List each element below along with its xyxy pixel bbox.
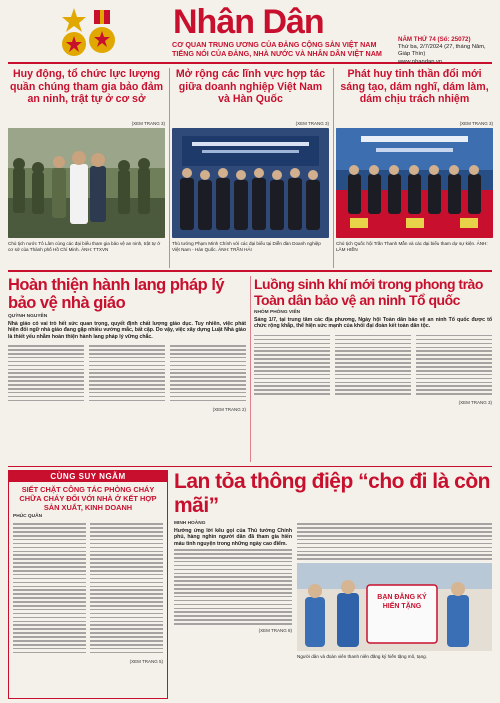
issue-number: NĂM THỨ 74 (Số: 25072) xyxy=(398,36,471,43)
article-body xyxy=(297,523,492,560)
article-blood-donation[interactable] xyxy=(174,470,492,699)
column-divider xyxy=(169,68,170,268)
article-lead: Nhà giáo có vai trò hết sức quan trọng, quyết định chất lượng giáo dục. Tuy nhiên, việc phát hiện đối ngữ nhà giáo đang gặp nhiều vướng mắc, bất cập. Do vậy, việc xây dựng Luật Nhà giáo là thiết yếu nhằm hoàn thiện hành lang pháp lý vững chắc. xyxy=(8,321,246,340)
top-story-1[interactable] xyxy=(8,68,165,268)
article-title[interactable]: SIẾT CHẶT CÔNG TÁC PHÒNG CHÁY CHỮA CHÁY ĐỐI VỚI NHÀ Ở KẾT HỢP SẢN XUẤT, KINH DOANH xyxy=(19,485,157,512)
section-divider xyxy=(8,466,492,467)
website-link[interactable]: www.nhandan.vn xyxy=(398,58,443,65)
section-divider xyxy=(8,270,492,272)
section-kicker: CÙNG SUY NGẪM xyxy=(9,471,167,482)
byline: MINH HOÀNG xyxy=(174,521,206,526)
article-title[interactable]: Lan tỏa thông điệp “cho đi là còn mãi” xyxy=(174,470,490,517)
see-page: (XEM TRANG 3) xyxy=(458,400,492,406)
photo-caption: Chủ tịch nước Tô Lâm cùng các đại biểu tham gia bảo vệ an ninh, trật tự ở cơ sở của Thành phố Hồ Chí Minh. ẢNH: TTXVN xyxy=(8,241,161,252)
article-body xyxy=(13,521,163,656)
issue-date: Thứ ba, 2/7/2024 (27, tháng Năm, Giáp Thìn) xyxy=(398,43,486,57)
see-page: (XEM TRANG 2) xyxy=(212,406,246,412)
tagline-2: TIẾNG NÓI CỦA ĐẢNG, NHÀ NƯỚC VÀ NHÂN DÂN VIỆT NAM xyxy=(172,49,382,58)
article-lead: Sáng 1/7, tại trung tâm các địa phương, Ngày hội Toàn dân bảo vệ an ninh Tổ quốc được tổ chức rộng khắp, thể hiện sức mạnh của khối đại đoàn kết toàn dân tộc. xyxy=(254,317,492,330)
column-divider xyxy=(333,68,334,268)
see-page: (XEM TRANG 3) xyxy=(131,121,165,126)
photo-caption: Chủ tịch Quốc hội Trần Thanh Mẫn và các đại biểu tham dự sự kiện. ẢNH: LÂM HIỀN xyxy=(336,241,488,252)
top-story-3[interactable] xyxy=(336,68,493,268)
article-fire-safety[interactable] xyxy=(8,470,168,699)
article-photo xyxy=(297,563,492,651)
top-story-title[interactable]: Phát huy tinh thần đổi mới sáng tạo, dám nghĩ, dám làm, dám chịu trách nhiệm xyxy=(340,68,489,105)
tagline-1: CƠ QUAN TRUNG ƯƠNG CỦA ĐẢNG CỘNG SẢN VIỆT NAM xyxy=(172,40,377,49)
logo: Nhân Dân xyxy=(173,3,324,41)
top-story-title[interactable]: Huy động, tổ chức lực lượng quần chúng tham gia bảo đảm an ninh, trật tự ở cơ sở xyxy=(9,68,164,105)
article-lead: Hưởng ứng lời kêu gọi của Thủ tướng Chính phủ, hàng nghìn người dân đã tham gia hiến máu tình nguyện trong những ngày cao điểm. xyxy=(174,528,292,547)
top-stories xyxy=(8,68,492,268)
emblem-icon xyxy=(60,6,120,60)
photo-sign-text: BẠN ĐĂNG KÝ HIẾN TẶNG xyxy=(377,593,427,610)
photo-caption: Người dân và đoàn viên thanh niên đăng ký hiến tặng mô, tạng. xyxy=(297,653,427,659)
top-story-photo xyxy=(8,128,165,238)
top-story-2[interactable] xyxy=(172,68,329,268)
see-page: (XEM TRANG 3) xyxy=(459,121,493,126)
article-body xyxy=(174,549,292,625)
byline: QUỲNH NGUYÊN xyxy=(8,314,48,319)
see-page: (XEM TRANG 8) xyxy=(258,627,292,633)
photo-caption: Thủ tướng Phạm Minh Chính với các đại biểu tại Diễn đàn Doanh nghiệp Việt Nam - Hàn Quốc. ẢNH: TRẦN HẢI xyxy=(172,241,321,252)
see-page: (XEM TRANG 5) xyxy=(129,658,163,664)
masthead xyxy=(8,4,492,64)
article-body xyxy=(8,343,246,404)
issue-info xyxy=(398,36,490,66)
byline: NHÓM PHÓNG VIÊN xyxy=(254,310,301,315)
see-page: (XEM TRANG 3) xyxy=(295,121,329,126)
column-divider xyxy=(250,276,251,462)
article-legal-teachers[interactable] xyxy=(8,276,246,464)
article-body xyxy=(254,333,492,398)
article-title[interactable]: Luồng sinh khí mới trong phong trào Toàn dân bảo vệ an ninh Tổ quốc xyxy=(254,276,483,308)
top-story-title[interactable]: Mở rộng các lĩnh vực hợp tác giữa doanh nghiệp Việt Nam và Hàn Quốc xyxy=(175,68,326,105)
article-title[interactable]: Hoàn thiện hành lang pháp lý bảo vệ nhà giáo xyxy=(8,276,225,312)
byline: PHÚC QUÂN xyxy=(13,514,43,519)
top-story-photo xyxy=(172,128,329,238)
article-national-security[interactable] xyxy=(254,276,492,464)
top-story-photo xyxy=(336,128,493,238)
